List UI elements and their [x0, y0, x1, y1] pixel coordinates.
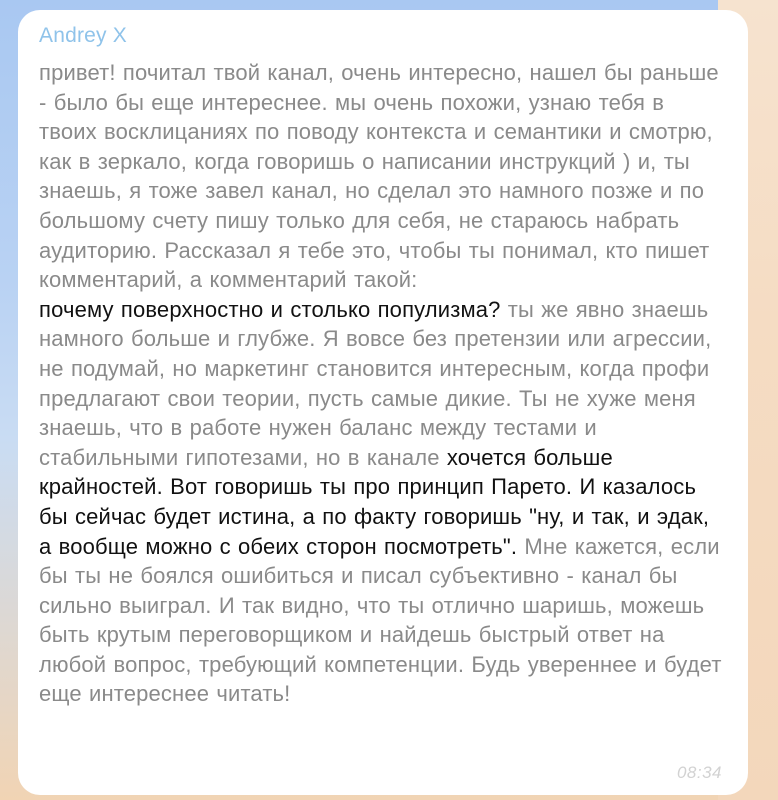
- message-text: [39, 58, 722, 709]
- message-text-part-1: привет! почитал твой канал, очень интересно, нашел бы раньше - было бы еще интереснее. мы очень похожи, узнаю тебя в твоих восклицаниях по поводу контекста и семантики и смотрю, как в зеркало, когда говоришь о написании инструкций ) и, ты знаешь, я тоже завел канал, но сделал это намного позже и по большому счету пишу только для себя, не стараюсь набрать аудиторию. Рассказал я тебе это, чтобы ты понимал, кто пишет комментарий, а комментарий такой:: [39, 60, 719, 293]
- message-text-part-4: хочется больше крайностей. Вот говоришь ты про принцип Парето. И казалось бы сейчас будет истина, а по факту говоришь "ну, и так, и эдак, а вообще можно с обеих сторон посмотреть".: [39, 444, 710, 559]
- message-text-part-3: ты же явно знаешь намного больше и глубже. Я вовсе без претензии или агрессии, не подумай, но маркетинг становится интересным, когда профи предлагают свои теории, пусть самые дикие. Ты не хуже меня знаешь, что в работе нужен баланс между тестами и стабильными гипотезами, но в канале: [39, 296, 712, 470]
- message-bubble[interactable]: [18, 10, 748, 795]
- message-timestamp: 08:34: [676, 763, 722, 782]
- message-text-part-5: Мне кажется, если бы ты не боялся ошибиться и писал субъективно - канал бы сильно выиграл. И так видно, что ты отлично шаришь, можешь быть крутым переговорщиком и найдешь быстрый ответ на любой вопрос, требующий компетенции. Будь увереннее и будет еще интереснее читать!: [39, 533, 722, 707]
- sender-name[interactable]: Andrey X: [39, 24, 127, 47]
- message-text-part-2: почему поверхностно и столько популизма?: [39, 296, 501, 322]
